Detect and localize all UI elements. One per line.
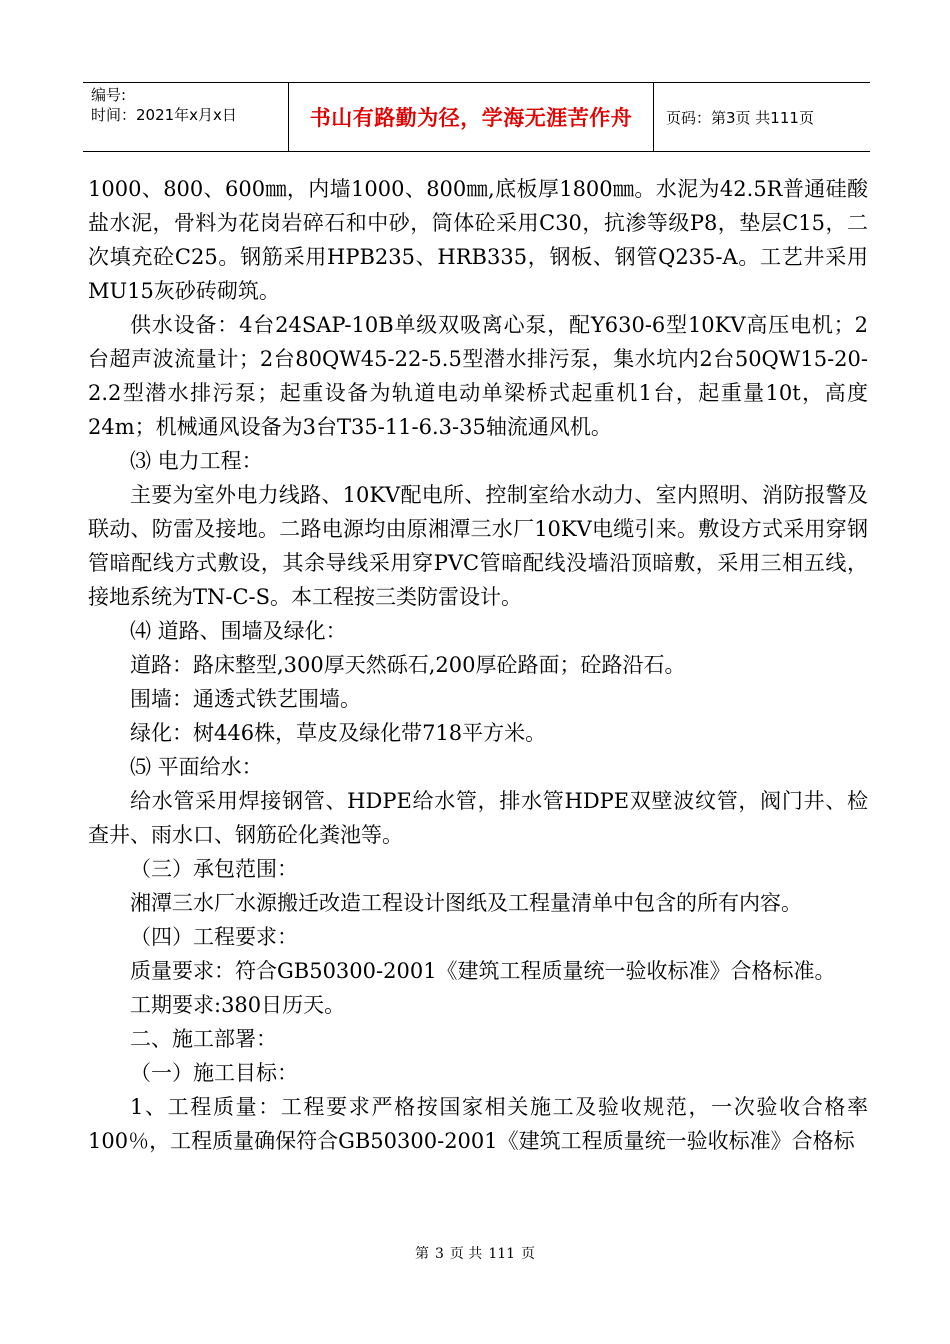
- paragraph-roads: 道路：路床整型,300厚天然砾石,200厚砼路面；砼路沿石。: [130, 653, 686, 677]
- footer-suffix: 页: [521, 1246, 536, 1262]
- document-time-label: 时间：2021年x月x日: [91, 106, 237, 124]
- heading-construction-goals: （一）施工目标：: [130, 1061, 298, 1085]
- paragraph-power-engineering: 主要为室外电力线路、10KV配电所、控制室给水动力、室内照明、消防报警及联动、防雷及接地。二路电源均由原湘潭三水厂10KV电缆引来。敷设方式采用穿钢管暗配线方式敷设，其余导线采用穿PVC管暗配线没墙沿顶暗敷，采用三相五线，接地系统为TN-C-S。本工程按三类防雷设计。: [88, 483, 868, 609]
- paragraph-quality-requirement: 质量要求：符合GB50300-2001《建筑工程质量统一验收标准》合格标准。: [130, 959, 836, 983]
- footer-current-page: 3: [434, 1246, 444, 1262]
- paragraph-quality-goal: 1、工程质量：工程要求严格按国家相关施工及验收规范，一次验收合格率100％，工程质量确保符合GB50300-2001《建筑工程质量统一验收标准》合格标: [88, 1095, 868, 1153]
- heading-project-requirements: （四）工程要求：: [130, 925, 298, 949]
- paragraph-water-supply-equipment: 供水设备：4台24SAP-10B单级双吸离心泵，配Y630-6型10KV高压电机；2台超声波流量计；2台80QW45-22-5.5型潜水排污泵，集水坑内2台50QW15-20-2.2型潜水排污泵；起重设备为轨道电动单梁桥式起重机1台，起重量10t，高度24m；机械通风设备为3台T35-11-6.3-35轴流通风机。: [88, 313, 868, 439]
- header-meta: [83, 83, 288, 151]
- heading-construction-deployment: 二、施工部署：: [130, 1027, 277, 1051]
- paragraph-schedule-requirement: 工期要求:380日历天。: [130, 993, 346, 1017]
- paragraph-greening: 绿化：树446株，草皮及绿化带718平方米。: [130, 721, 547, 745]
- footer-total-pages: 111: [488, 1246, 516, 1262]
- footer-prefix: 第: [414, 1246, 429, 1262]
- heading-contract-scope: （三）承包范围：: [130, 857, 298, 881]
- paragraph-walls: 围墙：通透式铁艺围墙。: [130, 687, 361, 711]
- paragraph-structure-materials: 1000、800、600㎜，内墙1000、800㎜,底板厚1800㎜。水泥为42.5R普通硅酸盐水泥，骨料为花岗岩碎石和中砂，筒体砼采用C30，抗渗等级P8，垫层C15，二次填充砼C25。钢筋采用HPB235、HRB335，钢板、钢管Q235-A。工艺井采用MU15灰砂砖砌筑。: [88, 177, 868, 303]
- heading-roads-walls-greening: ⑷ 道路、围墙及绿化：: [130, 619, 347, 643]
- paragraph-contract-scope: 湘潭三水厂水源搬迁改造工程设计图纸及工程量清单中包含的所有内容。: [130, 891, 802, 915]
- paragraph-site-water: 给水管采用焊接钢管、HDPE给水管，排水管HDPE双壁波纹管，阀门井、检查井、雨水口、钢筋砼化粪池等。: [88, 789, 868, 847]
- page-footer: [0, 1243, 950, 1263]
- page-header: [83, 82, 870, 152]
- document-body: [88, 172, 868, 1158]
- header-page-info: 页码：第3页 共111页: [666, 108, 814, 127]
- heading-site-water: ⑸ 平面给水：: [130, 755, 263, 779]
- heading-power-engineering: ⑶ 电力工程：: [130, 449, 263, 473]
- document-number-label: 编号:: [91, 86, 127, 104]
- header-motto: 书山有路勤为径，学海无涯苦作舟: [288, 83, 654, 151]
- footer-middle: 页 共: [449, 1246, 483, 1262]
